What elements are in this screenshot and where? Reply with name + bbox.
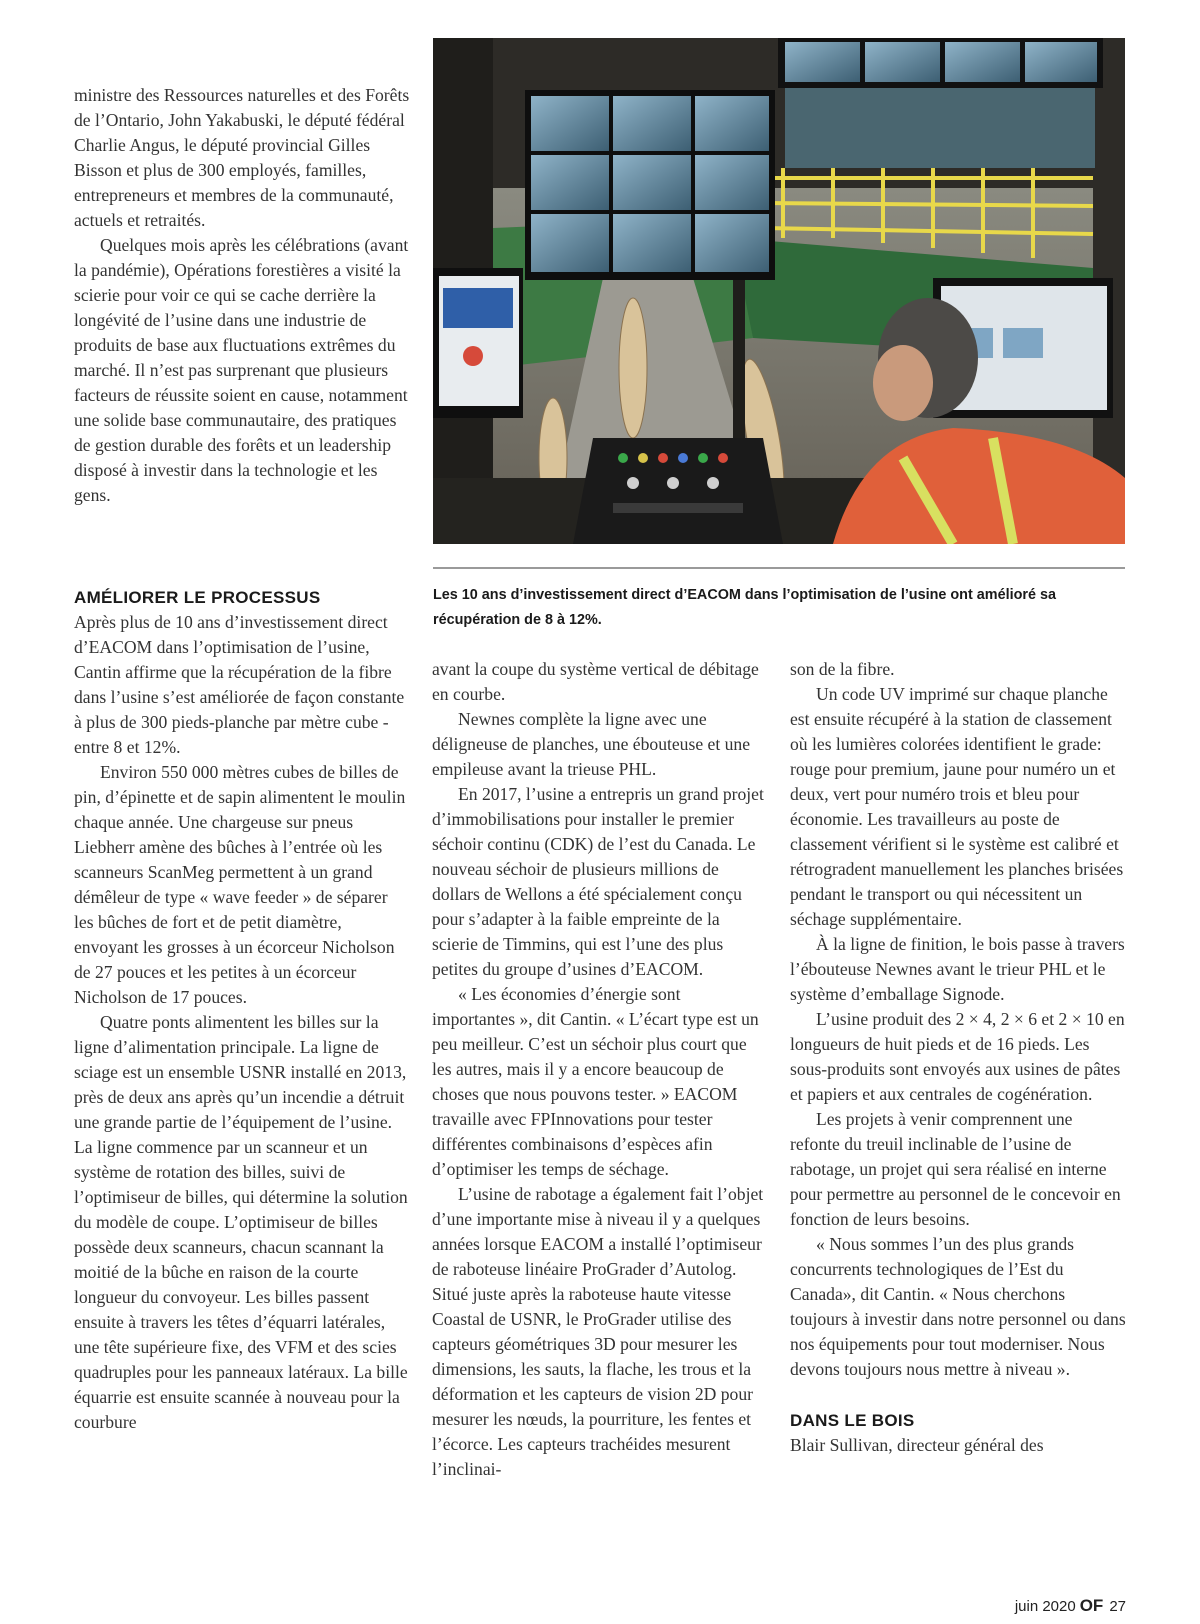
magazine-brand: OF (1079, 1596, 1104, 1615)
paragraph: Un code UV imprimé sur chaque planche est ensuite récupéré à la station de classement où les lumières colorées identifient le grade: rouge pour premium, jaune pour numéro un et deux, vert pour numéro trois et bleu pour économie. Les travailleurs au poste de classement vérifient si le système est calibré et rétrogradent manuellement les planches brisées pendant le transport ou qui nécessitent un séchage supplémentaire. (790, 684, 1124, 929)
article-photo (433, 38, 1125, 544)
paragraph: À la ligne de finition, le bois passe à travers l’ébouteuse Newnes avant le trieur PHL et le système d’emballage Signode. (790, 934, 1125, 1004)
paragraph: Après plus de 10 ans d’investissement direct d’EACOM dans l’optimisation de l’usine, Cantin affirme que la récupération de la fibre dans l’usine s’est améliorée de façon constante à plus de 300 pieds-planche par mètre cube - entre 8 et 12%. (74, 612, 405, 757)
article-column-3 (790, 657, 1126, 1458)
article-column-2 (432, 657, 766, 1482)
paragraph: avant la coupe du système vertical de débitage en courbe. (432, 659, 759, 704)
paragraph: Blair Sullivan, directeur général des (790, 1435, 1044, 1455)
issue-date: juin 2020 (1014, 1598, 1076, 1615)
paragraph: L’usine de rabotage a également fait l’objet d’une importante mise à niveau il y a quelques années lorsque EACOM a installé l’optimiseur de raboteuse linéaire ProGrader d’Autolog. Situé juste après la raboteuse haute vitesse Coastal de USNR, le ProGrader utilise des capteurs géométriques 3D pour mesurer les dimensions, les sauts, la flache, les trous et la déformation et les capteurs de vision 2D pour mesurer les nœuds, la pourriture, les fentes et l’écorce. Les capteurs trachéides mesurent l’inclinai- (432, 1184, 764, 1479)
paragraph: Quatre ponts alimentent les billes sur la ligne d’alimentation principale. La ligne de sciage est un ensemble USNR installé en 2013, près de deux ans après qu’un incendie a détruit une grande partie de l’équipement de l’usine. La ligne commence par un scanneur et un système de rotation des billes, suivi de l’optimiseur de billes, qui détermine la solution du modèle de coupe. L’optimiseur de billes possède deux scanneurs, chacun scannant la moitié de la bûche en raison de la courte longueur du convoyeur. Les billes passent ensuite à travers les têtes d’équarri latérales, une tête supérieure fixe, des VFM et des scies quadruples pour les panneaux latéraux. La bille équarrie est ensuite scannée à nouveau pour la courbure (74, 1012, 408, 1432)
paragraph: son de la fibre. (790, 659, 895, 679)
paragraph: Quelques mois après les célébrations (avant la pandémie), Opérations forestières a visité la scierie pour voir ce qui se cache derrière la longévité de l’usine dans une industrie de produits de base aux fluctuations extrêmes du marché. Il n’est pas surprenant que plusieurs facteurs de réussite soient en cause, notamment une solide base communautaire, des pratiques de gestion durable des forêts et un leadership disposé à investir dans la technologie et les gens. (74, 235, 409, 505)
paragraph: L’usine produit des 2 × 4, 2 × 6 et 2 × 10 en longueurs de huit pieds et de 16 pieds. Les sous-produits sont envoyés aux usines de pâtes et papiers et aux centrales de cogénération. (790, 1009, 1125, 1104)
paragraph: Les projets à venir comprennent une refonte du treuil inclinable de l’usine de rabotage, un projet qui sera réalisé en interne pour permettre au personnel de le concevoir en fonction de leurs besoins. (790, 1109, 1121, 1229)
section-heading: DANS LE BOIS (790, 1411, 915, 1430)
paragraph: « Les économies d’énergie sont importantes », dit Cantin. « L’écart type est un peu meilleur. C’est un séchoir plus court que les autres, mais il y a encore beaucoup de choses que nous pouvons tester. » EACOM travaille avec FPInnovations pour tester différentes combinaisons d’espèces afin d’optimiser les temps de séchage. (432, 984, 759, 1179)
paragraph: « Nous sommes l’un des plus grands concurrents technologiques de l’Est du Canada», dit Cantin. « Nous cherchons toujours à investir dans notre personnel ou dans nos équipements pour tout moderniser. Nous devons toujours nous mettre à niveau ». (790, 1234, 1126, 1379)
control-console (573, 438, 783, 544)
paragraph: Newnes complète la ligne avec une délignеuse de planches, une ébouteuse et une empileuse avant la trieuse PHL. (432, 709, 751, 779)
paragraph: En 2017, l’usine a entrepris un grand projet d’immobilisations pour installer le premier séchoir continu (CDK) de l’est du Canada. Le nouveau séchoir de plusieurs millions de dollars de Wellons a été spécialement conçu pour s’adapter à la faible empreinte de la scierie de Timmins, qui est l’une des plus petites du groupe d’usines d’EACOM. (432, 784, 764, 979)
photo-caption: Les 10 ans d’investissement direct d’EACOM dans l’optimisation de l’usine ont amélioré sa récupération de 8 à 12%. (433, 587, 1056, 628)
page-footer (1015, 1596, 1126, 1616)
article-column-1-bottom (74, 585, 410, 1435)
control-room-illustration (433, 38, 1125, 544)
paragraph: Environ 550 000 mètres cubes de billes de pin, d’épinette et de sapin alimentent le moulin chaque année. Une chargeuse sur pneus Liebherr amène des bûches à l’entrée où les scanneurs ScanMeg permettent à un grand démêleur de type « wave feeder » de séparer les bûches de fort et de petit diamètre, envoyant les grosses à un écorceur Nicholson de 27 pouces et les petites à un écorceur Nicholson de 17 pouces. (74, 762, 406, 1007)
caption-divider (433, 567, 1125, 569)
section-heading: AMÉLIORER LE PROCESSUS (74, 588, 321, 607)
page-number: 27 (1109, 1598, 1126, 1615)
article-column-1-top (74, 83, 410, 508)
paragraph: ministre des Ressources naturelles et des Forêts de l’Ontario, John Yakabuski, le député fédéral Charlie Angus, le député provincial Gilles Bisson et plus de 300 employés, familles, entrepreneurs et membres de la communauté, actuels et retraités. (74, 85, 410, 230)
